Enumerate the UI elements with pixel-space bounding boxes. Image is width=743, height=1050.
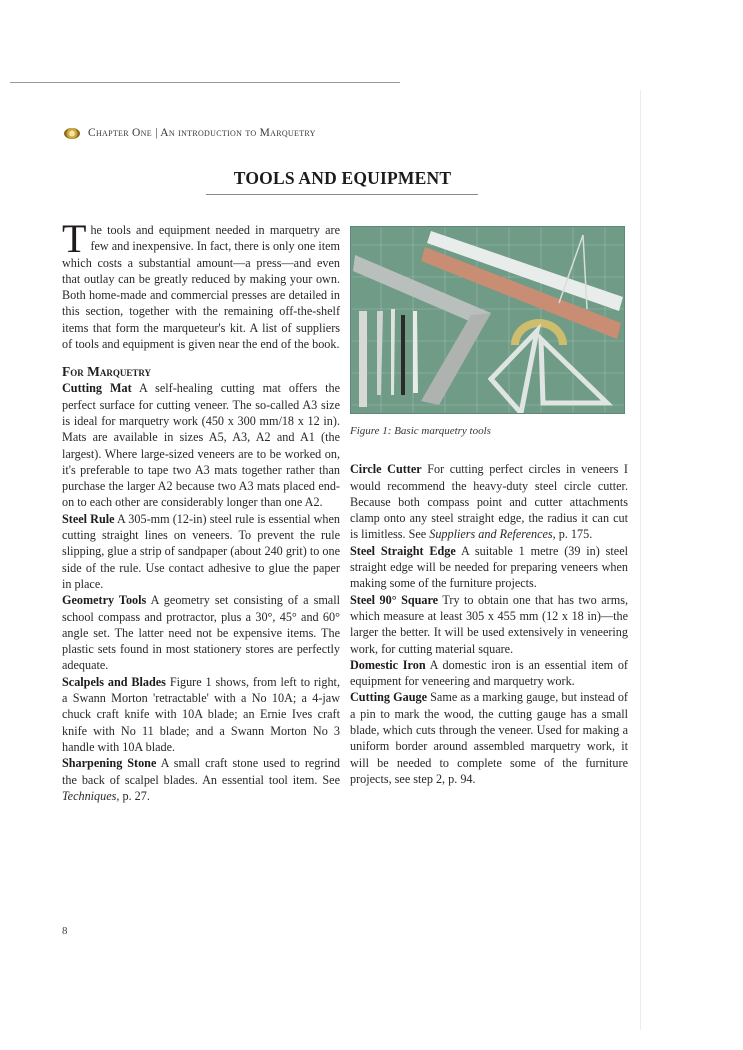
entry-steel-straight-edge: Steel Straight Edge A suitable 1 metre (39 in) steel straight edge will be needed for preparing veneers when making some of the furniture projects. (350, 543, 628, 591)
sunburst-ornament-icon (64, 128, 80, 139)
drop-cap: T (62, 216, 87, 261)
entry-cutting-mat: Cutting Mat A self-healing cutting mat offers the perfect surface for cutting veneer. The so-called A3 size is ideal for marquetry work (450 x 300 mm/18 x 12 in). Mats are available in sizes A5, A3, A2 and A1 (the largest). Where large-sized veneers are to be worked on, it's preferable to tape two A3 mats together rather than purchase the larger A2 because two A3 mats placed end-on to each other are considerably longer than one A2. (62, 381, 340, 510)
right-column (350, 226, 628, 787)
left-column (62, 216, 341, 804)
entry-term: Cutting Gauge (350, 690, 427, 705)
entry-sharpening-stone: Sharpening Stone A small craft stone used to regrind the back of scalpel blades. An essential tool item. See Techniques, p. 27. (62, 756, 341, 803)
entry-term: Geometry Tools (62, 593, 147, 608)
entry-term: Sharpening Stone (62, 756, 157, 771)
section-subheading: For Marquetry (62, 364, 152, 380)
page-edge-line (640, 90, 641, 1030)
figure-caption: Figure 1: Basic marquetry tools (350, 425, 491, 437)
entry-term: Scalpels and Blades (62, 674, 166, 689)
entry-term: Domestic Iron (350, 657, 426, 672)
cross-reference: Techniques (62, 788, 117, 803)
figure-tools-photo (350, 226, 625, 414)
running-head-text: Chapter One | An introduction to Marquetry (88, 127, 316, 139)
entry-term: Steel Rule (62, 511, 115, 526)
title-underline (206, 194, 478, 195)
entry-circle-cutter: Circle Cutter For cutting perfect circles in veneers I would recommend the heavy-duty steel circle cutter. Because both compass point and cutter attachments clamp onto any steel straight edge, the radius it can cut is limitless. See Suppliers and References, p. 175. (350, 462, 628, 542)
running-head (64, 127, 316, 139)
entry-steel-square: Steel 90° Square Try to obtain one that has two arms, which measure at least 305 x 455 mm (12 x 18 in)—the larger the better. It will be used extensively in veneering work, for cutting material square. (350, 592, 628, 656)
page-title: TOOLS AND EQUIPMENT (233, 168, 452, 188)
entry-term: Cutting Mat (62, 381, 132, 396)
entry-geometry-tools: Geometry Tools A geometry set consisting of a small school compass and protractor, plus a 30°, 45° and 60° angle set. The latter need not be expensive items. The plastic sets found in most stationery stores are perfectly adequate. (62, 593, 340, 673)
cross-reference: Suppliers and References (429, 527, 553, 542)
intro-paragraph: The tools and equipment needed in marquetry are few and inexpensive. In fact, there is only one item which costs a substantial amount—a press—and even that outlay can be greatly reduced by making your own. Both home-made and commercial presses are detailed in this section, together with the remaining off-the-shelf items that form the marqueteur's kit. A list of suppliers of tools and equipment is given near the end of the book. (62, 216, 340, 352)
page-number: 8 (62, 925, 68, 937)
top-scan-rule (10, 82, 400, 83)
entry-domestic-iron: Domestic Iron A domestic iron is an essential item of equipment for veneering and marquetry work. (350, 657, 628, 689)
entry-steel-rule: Steel Rule A 305-mm (12-in) steel rule is essential when cutting straight lines on veneers. To prevent the rule slipping, glue a strip of sandpaper (about 240 grit) to one side of the rule. Use contact adhesive to glue the paper in place. (62, 511, 341, 591)
entry-cutting-gauge: Cutting Gauge Same as a marking gauge, but instead of a pin to mark the wood, the cutting gauge has a small blade, which cuts through the veneer. Used for making a uniform border around assembled marquetry work, it will be needed to complete some of the furniture projects, see step 2, p. 94. (350, 690, 628, 786)
entry-scalpels-and-blades: Scalpels and Blades Figure 1 shows, from left to right, a Swann Morton 'retractable' with a No 10A; a 4-jaw chuck craft knife with 10A blade; an Ernie Ives craft knife with No 11 blade; and a Swann Morton No 3 handle with 10A blade. (62, 674, 340, 754)
tools-photo-illustration (351, 227, 624, 413)
entry-term: Steel 90° Square (350, 592, 439, 607)
entry-term: Steel Straight Edge (350, 543, 456, 558)
entry-term: Circle Cutter (350, 462, 422, 477)
